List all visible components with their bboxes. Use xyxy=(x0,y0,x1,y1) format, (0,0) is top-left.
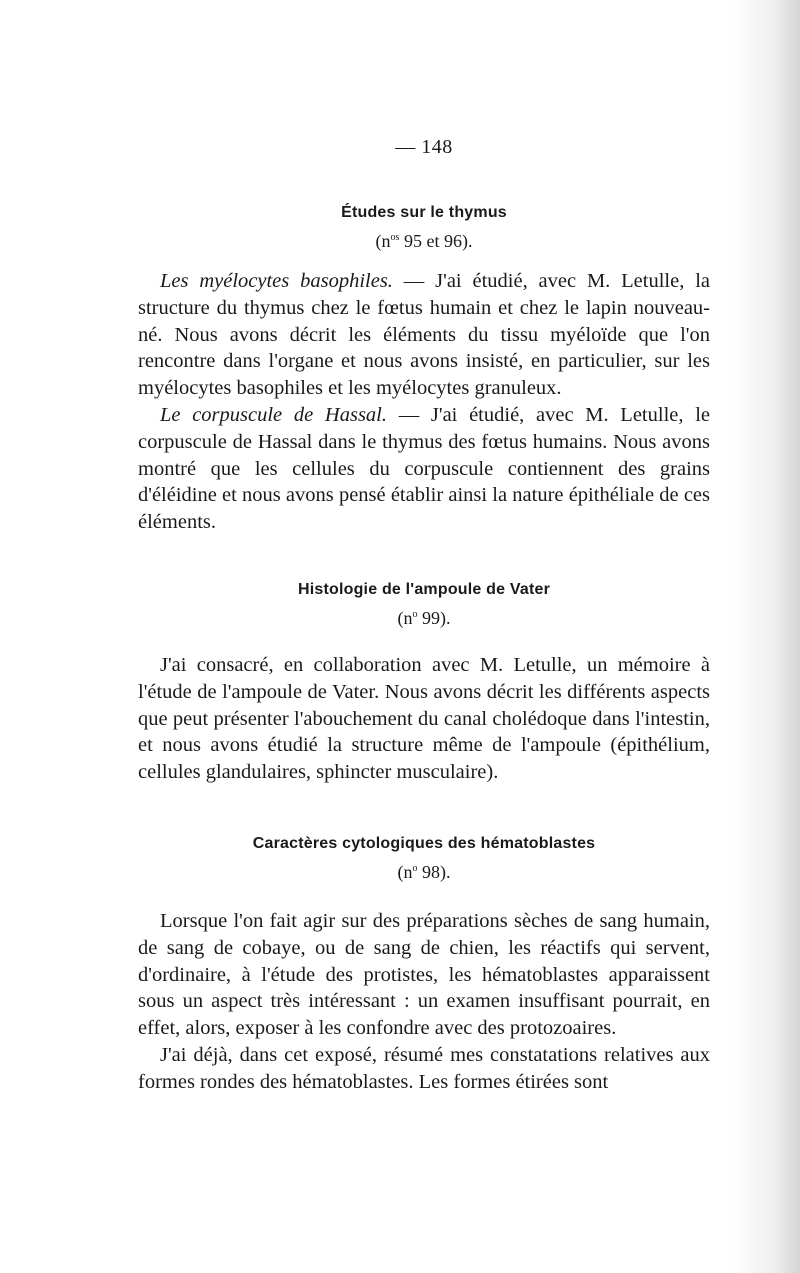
section-reference: ($n^o$ 99). xyxy=(397,608,451,628)
paragraph xyxy=(138,402,710,536)
section-title: Histologie de l'ampoule de Vater xyxy=(297,581,551,598)
paragraph: J'ai consacré, en collaboration avec M. Letulle, un mémoire à l'étude de l'ampoule de Vater. Nous avons décrit les différents aspects que peut présenter l'abouchement du canal cholédoque dans l'intestin, et nous avons étudié la structure même de l'ampoule (épithélium, cellules glandulaires, sphincter musculaire). xyxy=(138,654,710,784)
section-heading-thymus xyxy=(138,203,710,252)
paragraph-lead: Le corpuscule de Hassal. xyxy=(160,403,387,426)
paragraph-text: — J'ai étudié, avec M. Letulle, le corpuscule de Hassal dans le thymus des fœtus humains. Nous avons montré que les cellules du corpuscule contiennent des grains d'éléidine et nous avons pensé établir ainsi la nature épithéliale de ces éléments. xyxy=(138,403,710,534)
section-heading-hematoblastes xyxy=(138,834,710,883)
paragraph-lead: Les myélocytes basophiles. xyxy=(160,270,393,292)
paragraph: J'ai déjà, dans cet exposé, résumé mes constatations relatives aux formes rondes des hématoblastes. Les formes étirées sont xyxy=(138,1043,710,1093)
paragraph-text: — J'ai étudié, avec M. Letulle, la structure du thymus chez le fœtus humain et chez le lapin nouveau-né. Nous avons décrit les éléments du tissu myéloïde que l'on rencontre dans l'organe et nous avons insisté, en particulier, sur les myélocytes basophiles et les myélocytes granuleux. xyxy=(138,270,710,400)
section-body-hematoblastes xyxy=(138,908,710,1096)
paragraph: Lorsque l'on fait agir sur des préparations sèches de sang humain, de sang de cobaye, ou de sang de chien, les réactifs qui servent, d'ordinaire, à l'étude des protistes, les hématoblastes apparaissent sous un aspect très intéressant : un examen insuffisant pourrait, en effet, alors, exposer à les confondre avec des protozoaires. xyxy=(138,910,710,1040)
section-title: Caractères cytologiques des hématoblastes xyxy=(252,835,596,852)
section-reference: ($n^o$ 98). xyxy=(397,862,451,882)
paragraph xyxy=(138,268,710,402)
section-reference: ($n^{os}$ 95 et 96). xyxy=(375,231,473,251)
section-body-thymus xyxy=(138,268,710,536)
section-title: Études sur le thymus xyxy=(341,204,507,221)
section-heading-vater xyxy=(138,580,710,629)
section-body-vater xyxy=(138,652,710,786)
page-number: — 148 xyxy=(395,136,453,158)
scan-shadow-edge xyxy=(730,0,800,1273)
